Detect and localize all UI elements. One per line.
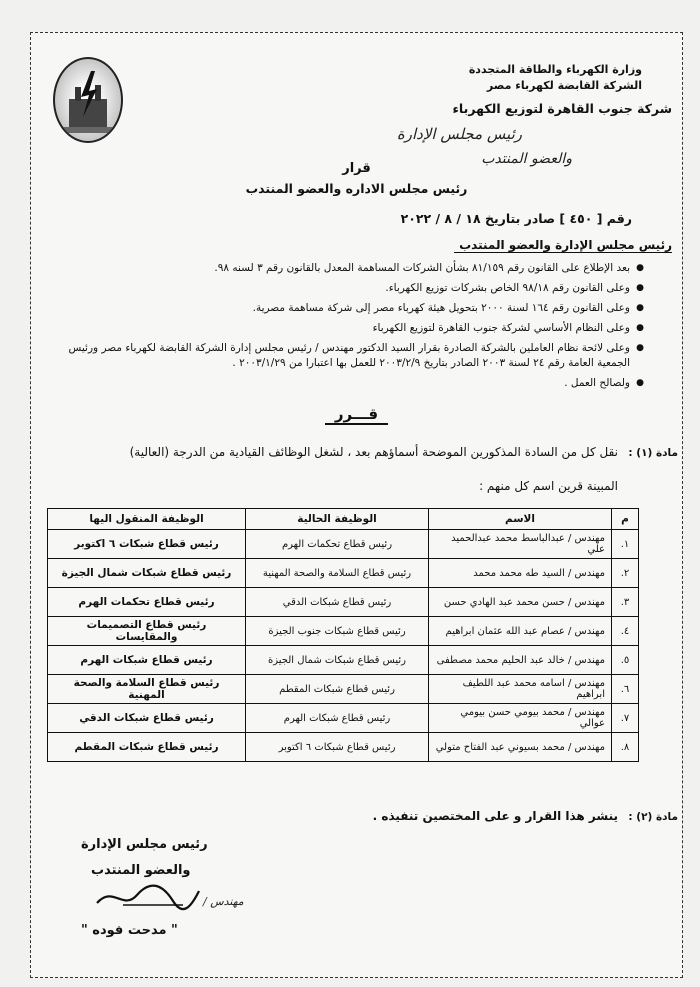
row-number: ٢. <box>612 559 639 588</box>
row-number: ٣. <box>612 588 639 617</box>
new-position: رئيس قطاع شبكات ٦ اكتوبر <box>48 530 246 559</box>
new-position: رئيس قطاع شبكات المقطم <box>48 733 246 762</box>
article1-text-cont: المبينة قرين اسم كل منهم : <box>479 479 618 493</box>
row-number: ٦. <box>612 675 639 704</box>
row-number: ٤. <box>612 617 639 646</box>
col-header-name: الاسم <box>429 509 612 530</box>
table-row <box>48 617 639 646</box>
table-header-row <box>48 509 639 530</box>
decision-authority: رئيس مجلس الاداره والعضو المنتدب <box>245 181 468 196</box>
table-row <box>48 675 639 704</box>
row-number: ٧. <box>612 704 639 733</box>
signatory-name: " مدحت فوده " <box>81 923 178 938</box>
preamble-item: ● وعلى القانون رقم ٩٨/١٨ الخاص بشركات توزيع الكهرباء. <box>54 281 644 296</box>
current-position: رئيس قطاع شبكات ٦ اكتوبر <box>246 733 429 762</box>
preamble-list <box>54 261 644 396</box>
signature-title-2: والعضو المنتدب <box>91 863 191 878</box>
article2-label: مادة (٢) : <box>628 811 678 823</box>
article1-text: نقل كل من السادة المذكورين الموضحة أسماؤهم بعد ، لشغل الوظائف القيادية من الدرجة (العالية) <box>129 445 618 459</box>
new-position: رئيس قطاع السلامة والصحة المهنية <box>48 675 246 704</box>
holding-company-name: الشركة القابضة لكهرباء مصر <box>486 79 642 92</box>
current-position: رئيس قطاع شبكات جنوب الجيزة <box>246 617 429 646</box>
current-position: رئيس قطاع شبكات الدقي <box>246 588 429 617</box>
table-row <box>48 733 639 762</box>
handwritten-signature <box>93 881 203 913</box>
signature-title-1: رئيس مجلس الإدارة <box>81 837 208 852</box>
table-row <box>48 704 639 733</box>
new-position: رئيس قطاع شبكات الدقي <box>48 704 246 733</box>
employee-name: مهندس / خالد عبد الحليم محمد مصطفى <box>429 646 612 675</box>
article2-text: ينشر هذا القرار و على المختصين تنفيذه . <box>372 809 618 823</box>
current-position: رئيس قطاع شبكات المقطم <box>246 675 429 704</box>
table-row <box>48 646 639 675</box>
decision-word-2: قـــرر <box>325 405 388 425</box>
preamble-item: ● وعلى لائحة نظام العاملين بالشركة الصادرة بقرار السيد الدكتور مهندس / رئيس مجلس إدارة الشركة القابضة لكهرباء مصر ورئيس الجمعية العامة رقم ٢٤ لسنة ٢٠٠٣ الصادر بتاريخ ٢٠٠٣/٢/٩ للعمل بها اعتبارا من ٢٠٠٣/١/٢٩ . <box>54 341 644 371</box>
current-position: رئيس قطاع شبكات الهرم <box>246 704 429 733</box>
signature-prefix: مهندس / <box>203 895 244 908</box>
transfers-table <box>47 508 639 762</box>
employee-name: مهندس / حسن محمد عبد الهادي حسن <box>429 588 612 617</box>
preamble-heading: رئيس مجلس الإدارة والعضو المنتدب <box>454 238 672 253</box>
employee-name: مهندس / محمد بسيوني عبد الفتاح متولي <box>429 733 612 762</box>
table-row <box>48 530 639 559</box>
col-header-num: م <box>612 509 639 530</box>
preamble-item: ● بعد الإطلاع على القانون رقم ٨١/١٥٩ بشأن الشركات المساهمة المعدل بالقانون رقم ٣ لسنه ٩٨. <box>54 261 644 276</box>
row-number: ٨. <box>612 733 639 762</box>
new-position: رئيس قطاع شبكات الهرم <box>48 646 246 675</box>
table-row <box>48 588 639 617</box>
new-position: رئيس قطاع التصميمات والمقايسات <box>48 617 246 646</box>
row-number: ١. <box>612 530 639 559</box>
row-number: ٥. <box>612 646 639 675</box>
current-position: رئيس قطاع تحكمات الهرم <box>246 530 429 559</box>
ministry-name: وزارة الكهرباء والطاقة المتجددة <box>468 63 642 76</box>
article1-label: مادة (١) : <box>628 447 678 459</box>
employee-name: مهندس / عبدالباسط محمد عبدالحميد علي <box>429 530 612 559</box>
preamble-item: ● وعلى القانون رقم ١٦٤ لسنة ٢٠٠٠ بتحويل هيئة كهرباء مصر إلى شركة مساهمة مصرية. <box>54 301 644 316</box>
preamble-item: ● ولصالح العمل . <box>54 376 644 391</box>
handwritten-note-1: رئيس مجلس الإدارة <box>396 125 522 143</box>
employee-name: مهندس / السيد طه محمد محمد <box>429 559 612 588</box>
new-position: رئيس قطاع شبكات شمال الجيزة <box>48 559 246 588</box>
current-position: رئيس قطاع السلامة والصحة المهنية <box>246 559 429 588</box>
new-position: رئيس قطاع تحكمات الهرم <box>48 588 246 617</box>
company-name: شركة جنوب القاهرة لتوزيع الكهرباء <box>452 101 672 116</box>
current-position: رئيس قطاع شبكات شمال الجيزة <box>246 646 429 675</box>
handwritten-note-2: والعضو المنتدب <box>481 151 572 167</box>
decision-word: قرار <box>342 161 371 176</box>
preamble-item: ● وعلى النظام الأساسي لشركة جنوب القاهرة لتوزيع الكهرباء <box>54 321 644 336</box>
employee-name: مهندس / اسامه محمد عبد اللطيف ابراهيم <box>429 675 612 704</box>
document-page <box>30 32 683 978</box>
company-logo <box>53 57 123 143</box>
employee-name: مهندس / محمد بيومي حسن بيومي عوالي <box>429 704 612 733</box>
employee-name: مهندس / عصام عبد الله عثمان ابراهيم <box>429 617 612 646</box>
col-header-destination: الوظيفة المنقول اليها <box>48 509 246 530</box>
col-header-current: الوظيفة الحالية <box>246 509 429 530</box>
decision-number-date: رقم [ ٤٥٠ ] صادر بتاريخ ١٨ / ٨ / ٢٠٢٢ <box>400 211 632 226</box>
table-row <box>48 559 639 588</box>
